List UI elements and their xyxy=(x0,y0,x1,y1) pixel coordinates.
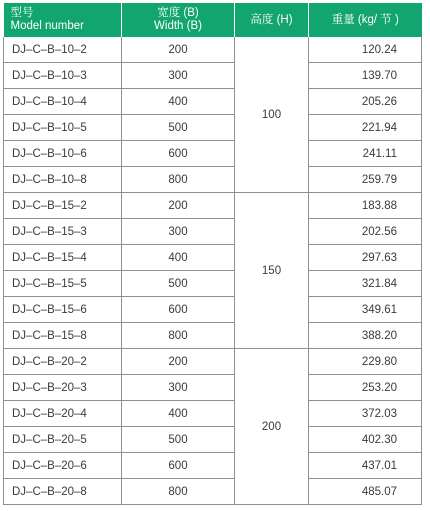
width-cell: 800 xyxy=(122,479,235,505)
header-model xyxy=(4,3,122,37)
weight-cell: 321.84 xyxy=(309,271,422,297)
header-model-en: Model number xyxy=(10,20,85,32)
table-header-row xyxy=(4,3,422,37)
model-cell: DJ–C–B–20–4 xyxy=(4,401,122,427)
height-cell: 200 xyxy=(235,349,309,505)
table-row xyxy=(4,245,422,271)
height-cell: 100 xyxy=(235,37,309,193)
weight-cell: 221.94 xyxy=(309,115,422,141)
table-row xyxy=(4,453,422,479)
table-row xyxy=(4,219,422,245)
weight-cell: 437.01 xyxy=(309,453,422,479)
weight-cell: 139.70 xyxy=(309,63,422,89)
model-cell: DJ–C–B–15–4 xyxy=(4,245,122,271)
weight-cell: 241.11 xyxy=(309,141,422,167)
table-body xyxy=(4,37,422,505)
weight-cell: 120.24 xyxy=(309,37,422,63)
table-row xyxy=(4,89,422,115)
width-cell: 600 xyxy=(122,297,235,323)
width-cell: 200 xyxy=(122,349,235,375)
weight-cell: 229.80 xyxy=(309,349,422,375)
weight-cell: 402.30 xyxy=(309,427,422,453)
weight-cell: 372.03 xyxy=(309,401,422,427)
width-cell: 400 xyxy=(122,245,235,271)
table-row xyxy=(4,297,422,323)
table-row xyxy=(4,349,422,375)
width-cell: 200 xyxy=(122,193,235,219)
table-row xyxy=(4,401,422,427)
width-cell: 800 xyxy=(122,167,235,193)
header-weight: 重量 (kg/ 节 ) xyxy=(309,3,422,37)
weight-cell: 388.20 xyxy=(309,323,422,349)
table-row xyxy=(4,271,422,297)
width-cell: 600 xyxy=(122,453,235,479)
model-cell: DJ–C–B–20–8 xyxy=(4,479,122,505)
table-row xyxy=(4,63,422,89)
model-cell: DJ–C–B–15–6 xyxy=(4,297,122,323)
table-row xyxy=(4,115,422,141)
width-cell: 400 xyxy=(122,401,235,427)
table-row xyxy=(4,323,422,349)
header-width-cn: 宽度 (B) xyxy=(157,7,199,19)
height-cell: 150 xyxy=(235,193,309,349)
table-row xyxy=(4,479,422,505)
width-cell: 500 xyxy=(122,271,235,297)
width-cell: 800 xyxy=(122,323,235,349)
header-width xyxy=(122,3,235,37)
table-row xyxy=(4,141,422,167)
table-row xyxy=(4,37,422,63)
width-cell: 500 xyxy=(122,427,235,453)
model-cell: DJ–C–B–20–5 xyxy=(4,427,122,453)
model-cell: DJ–C–B–10–8 xyxy=(4,167,122,193)
model-cell: DJ–C–B–10–2 xyxy=(4,37,122,63)
table-row xyxy=(4,167,422,193)
width-cell: 400 xyxy=(122,89,235,115)
model-cell: DJ–C–B–15–5 xyxy=(4,271,122,297)
width-cell: 300 xyxy=(122,219,235,245)
model-cell: DJ–C–B–15–2 xyxy=(4,193,122,219)
table-row xyxy=(4,375,422,401)
width-cell: 300 xyxy=(122,63,235,89)
weight-cell: 349.61 xyxy=(309,297,422,323)
header-model-cn: 型号 xyxy=(10,7,34,19)
weight-cell: 259.79 xyxy=(309,167,422,193)
model-cell: DJ–C–B–10–6 xyxy=(4,141,122,167)
table-row xyxy=(4,427,422,453)
model-cell: DJ–C–B–20–6 xyxy=(4,453,122,479)
width-cell: 600 xyxy=(122,141,235,167)
weight-cell: 485.07 xyxy=(309,479,422,505)
model-cell: DJ–C–B–20–2 xyxy=(4,349,122,375)
model-cell: DJ–C–B–20–3 xyxy=(4,375,122,401)
table-row xyxy=(4,193,422,219)
width-cell: 500 xyxy=(122,115,235,141)
weight-cell: 253.20 xyxy=(309,375,422,401)
width-cell: 300 xyxy=(122,375,235,401)
model-cell: DJ–C–B–10–4 xyxy=(4,89,122,115)
weight-cell: 202.56 xyxy=(309,219,422,245)
model-cell: DJ–C–B–15–8 xyxy=(4,323,122,349)
model-cell: DJ–C–B–10–3 xyxy=(4,63,122,89)
weight-cell: 297.63 xyxy=(309,245,422,271)
spec-table xyxy=(3,3,422,505)
header-height: 高度 (H) xyxy=(235,3,309,37)
weight-cell: 183.88 xyxy=(309,193,422,219)
header-width-en: Width (B) xyxy=(154,20,202,32)
model-cell: DJ–C–B–15–3 xyxy=(4,219,122,245)
model-cell: DJ–C–B–10–5 xyxy=(4,115,122,141)
weight-cell: 205.26 xyxy=(309,89,422,115)
width-cell: 200 xyxy=(122,37,235,63)
